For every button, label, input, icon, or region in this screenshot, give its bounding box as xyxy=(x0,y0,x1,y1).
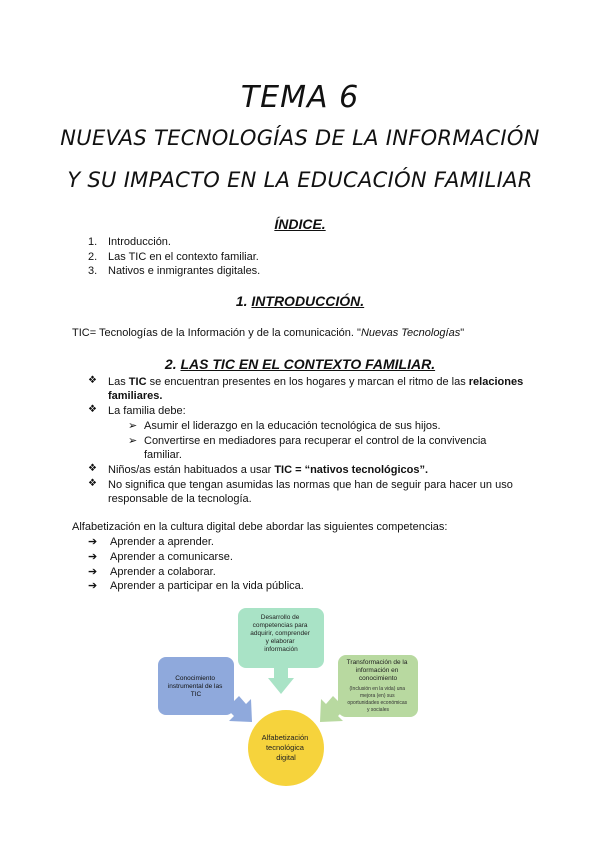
box-right-title: Transformación de la información en conocimiento xyxy=(346,659,408,682)
index-item-label: Nativos e inmigrantes digitales. xyxy=(108,265,261,277)
center-circle-text: Alfabetización tecnológica digital xyxy=(261,733,309,762)
quote-close: " xyxy=(460,327,465,339)
diamond-bullet-icon: ❖ xyxy=(88,478,97,489)
diamond-bullet-icon: ❖ xyxy=(88,463,97,474)
sub-bullet-text: Asumir el liderazgo en la educación tecnológica de sus hijos. xyxy=(144,420,441,432)
arrow-right-icon: ➔ xyxy=(88,566,98,578)
tic-definition: TIC= Tecnologías de la Información y de la comunicación. " xyxy=(72,327,361,339)
nuevas-tecnologias-text: Nuevas Tecnologías xyxy=(360,327,461,339)
document-subtitle-line-2: Y SU IMPACTO EN LA EDUCACIÓN FAMILIAR xyxy=(67,168,533,192)
diamond-bullet-icon: ❖ xyxy=(88,375,97,386)
section-1-heading xyxy=(0,293,600,309)
arrow-right-icon: ➔ xyxy=(88,580,98,592)
section-1-number: 1. xyxy=(235,293,248,309)
section-1-paragraph xyxy=(72,327,464,339)
sub-bullet-text: Convertirse en mediadores para recuperar el control de la convivencia familiar. xyxy=(144,435,487,461)
index-item-number: 2. xyxy=(88,251,98,263)
competencia-text: Aprender a colaborar. xyxy=(110,566,216,578)
competencias-intro: Alfabetización en la cultura digital debe abordar las siguientes competencias: xyxy=(72,521,448,533)
index-heading: ÍNDICE. xyxy=(274,216,326,232)
arrow-right-icon: ➔ xyxy=(88,551,98,563)
diamond-bullet-icon: ❖ xyxy=(88,404,97,415)
index-item-number: 1. xyxy=(88,236,98,248)
competencia-text: Aprender a participar en la vida pública. xyxy=(110,580,304,592)
index-item xyxy=(88,236,171,248)
index-item xyxy=(88,265,260,277)
index-item-number: 3. xyxy=(88,265,98,277)
section-2-title: LAS TIC EN EL CONTEXTO FAMILIAR. xyxy=(180,356,436,372)
box-top-text: Desarrollo de competencias para adquirir, comprender y elaborar información xyxy=(250,614,310,653)
index-item-label: Las TIC en el contexto familiar. xyxy=(108,251,259,263)
section-1-title: INTRODUCCIÓN. xyxy=(251,293,365,309)
bullet-text: La familia debe: xyxy=(108,405,186,417)
box-right-subtext: (Inclusión en la vida) una mejora (en) sus oportunidades económicas y sociales xyxy=(347,686,408,713)
index-item xyxy=(88,251,259,263)
bullet-text: Niños/as están habituados a usar TIC = “nativos tecnológicos”. xyxy=(108,464,429,476)
bullet-text: Las TIC se encuentran presentes en los hogares y marcan el ritmo de las relaciones familiares. xyxy=(108,376,524,402)
arrowhead-bullet-icon: ➢ xyxy=(128,420,138,432)
document-subtitle-line-1: NUEVAS TECNOLOGÍAS DE LA INFORMACIÓN xyxy=(60,126,540,150)
bullet-text: No significa que tengan asumidas las normas que han de seguir para hacer un uso responsable de la tecnología. xyxy=(108,479,513,505)
section-2-heading xyxy=(0,356,600,372)
document-title: TEMA 6 xyxy=(240,80,360,115)
arrow-down-icon xyxy=(268,668,294,694)
arrow-right-icon: ➔ xyxy=(88,536,98,548)
section-2-number: 2. xyxy=(164,356,177,372)
competencia-text: Aprender a comunicarse. xyxy=(110,551,233,563)
competencia-text: Aprender a aprender. xyxy=(110,536,214,548)
arrowhead-bullet-icon: ➢ xyxy=(128,435,138,447)
alfabetizacion-diagram xyxy=(0,600,600,800)
index-item-label: Introducción. xyxy=(108,236,171,248)
box-left-text: Conocimiento instrumental de las TIC xyxy=(167,675,223,698)
